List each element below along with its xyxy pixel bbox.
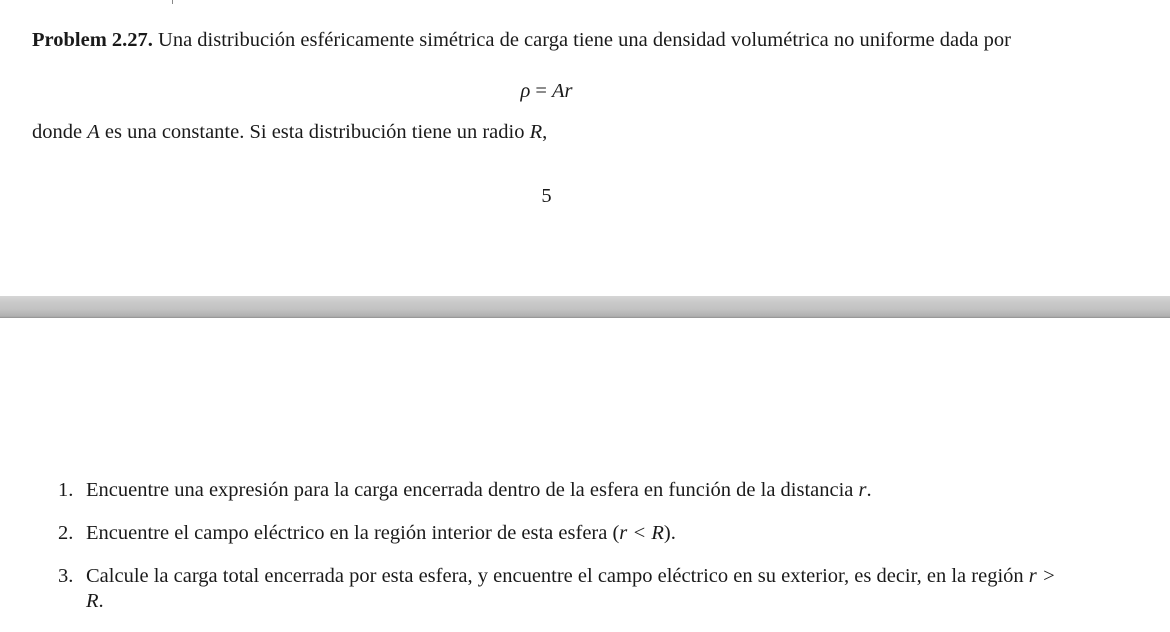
list-item-number: 3. bbox=[58, 565, 74, 587]
list-item-number: 2. bbox=[58, 522, 74, 544]
problem-text: Una distribución esféricamente simétrica de carga tiene una densidad volumétrica no uniforme dada por bbox=[158, 29, 1011, 51]
page-top-mark bbox=[172, 0, 173, 4]
problem-statement bbox=[32, 28, 1072, 53]
list-item bbox=[58, 564, 1068, 614]
list-item-math: r < R bbox=[619, 522, 664, 544]
list-item bbox=[58, 478, 1068, 503]
continuation-text-1: donde bbox=[32, 121, 88, 143]
list-item-tail: . bbox=[866, 479, 872, 501]
list-item-number: 1. bbox=[58, 479, 74, 501]
symbol-a: A bbox=[87, 121, 100, 143]
document-page-top bbox=[0, 0, 1170, 296]
continuation-text-3: , bbox=[542, 121, 548, 143]
list-item-tail: . bbox=[98, 590, 104, 612]
list-item-text: Encuentre el campo eléctrico en la región interior de esta esfera ( bbox=[86, 522, 620, 544]
page-number: 5 bbox=[541, 185, 552, 207]
list-item bbox=[58, 521, 1068, 546]
list-item-text: Encuentre una expresión para la carga encerrada dentro de la esfera en función de la distancia bbox=[86, 479, 859, 501]
list-item-math: r bbox=[858, 479, 867, 501]
equation-operator: = bbox=[535, 80, 547, 102]
continuation-text-2: es una constante. Si esta distribución tiene un radio bbox=[99, 121, 530, 143]
page-separator bbox=[0, 296, 1170, 318]
equation-lhs: ρ bbox=[520, 80, 531, 102]
task-list bbox=[58, 478, 1068, 632]
problem-label: Problem 2.27. bbox=[32, 29, 153, 51]
equation-rhs: Ar bbox=[551, 80, 573, 102]
problem-continuation bbox=[32, 121, 547, 144]
list-item-text: Calcule la carga total encerrada por esta esfera, y encuentre el campo eléctrico en su exterior, es decir, en la región bbox=[86, 565, 1029, 587]
list-item-math: r > R bbox=[86, 565, 1056, 612]
list-item-tail: ). bbox=[663, 522, 676, 544]
density-equation bbox=[0, 80, 1093, 103]
symbol-r: R bbox=[529, 121, 543, 143]
